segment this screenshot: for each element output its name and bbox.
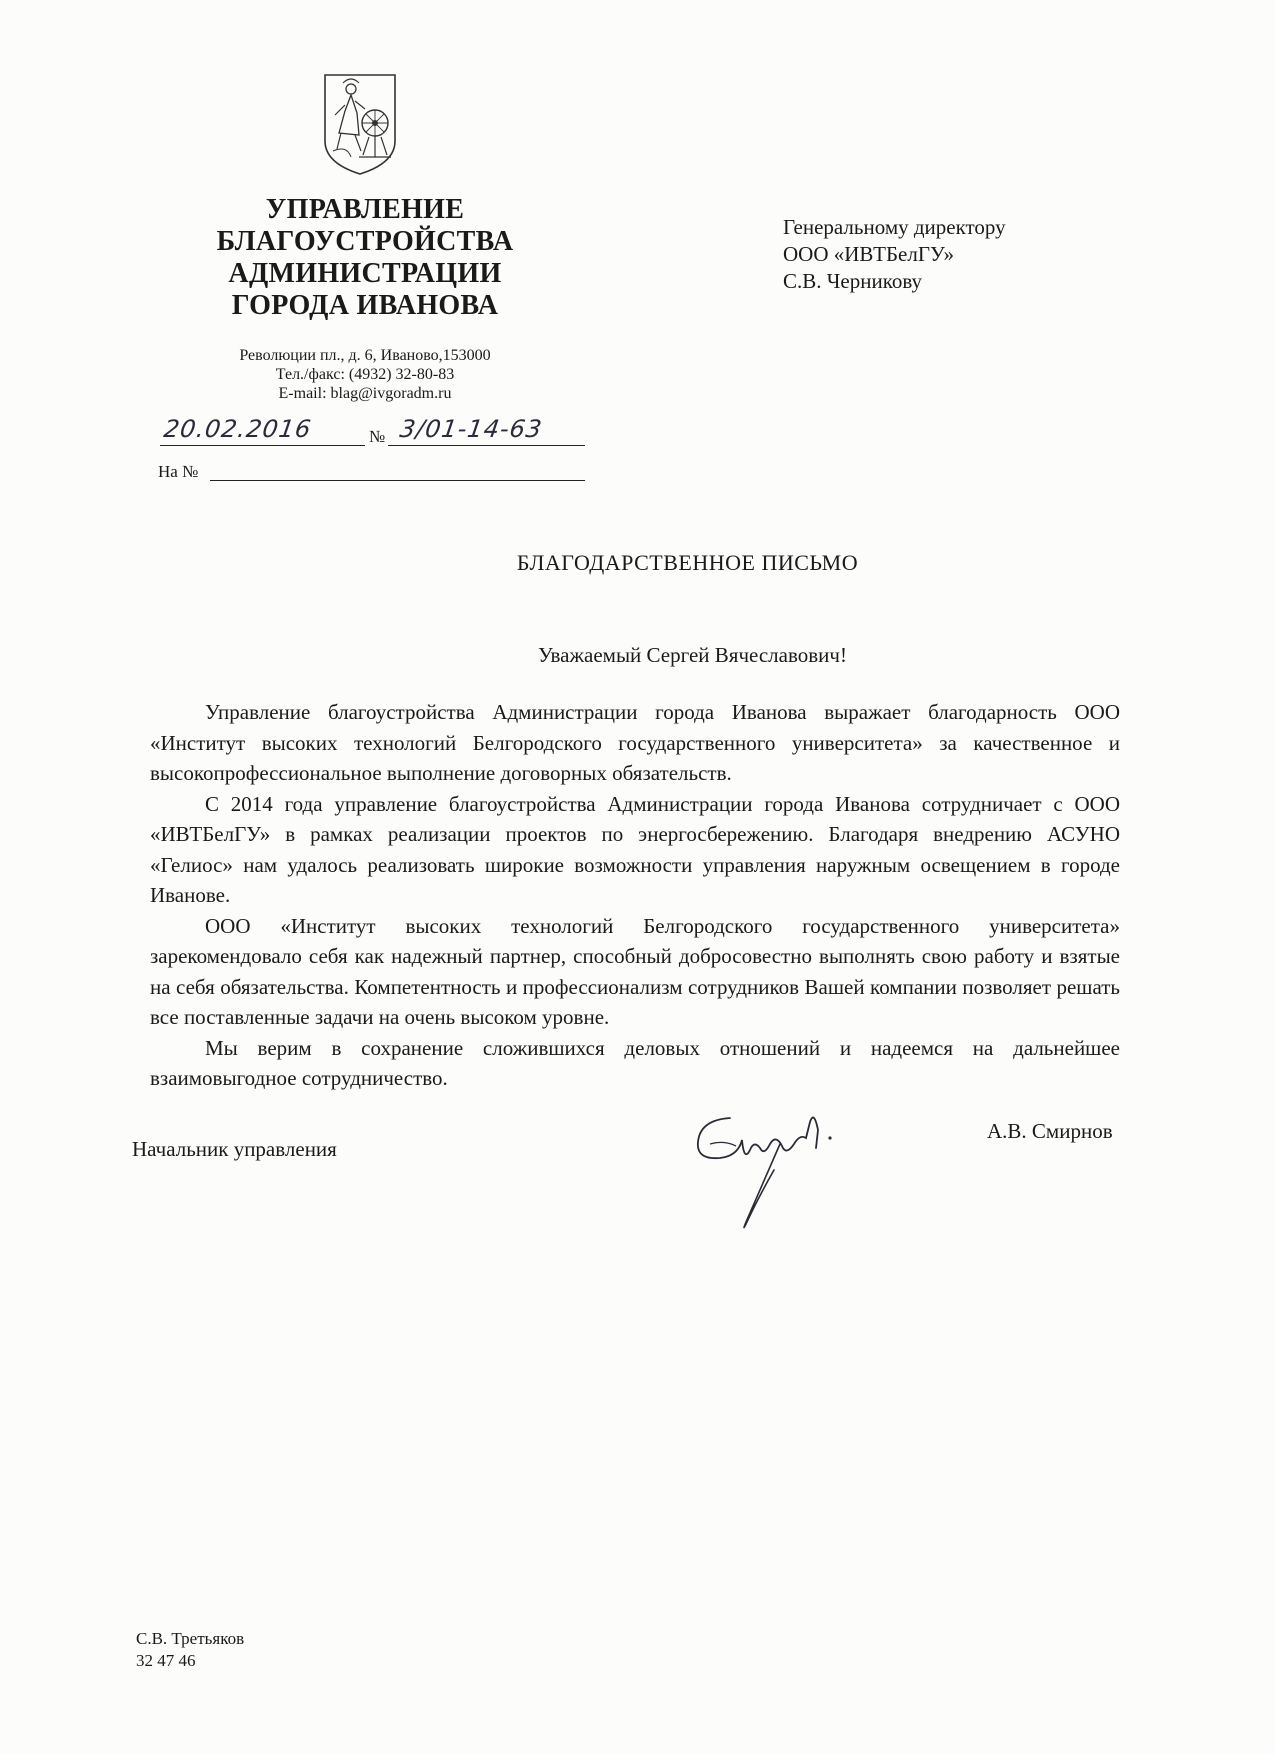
addressee-line-1: Генеральному директору [783,215,1006,239]
number-line [388,445,585,446]
outgoing-reference [160,415,585,449]
outgoing-number: 3/01-14-63 [398,415,545,443]
executor-block [136,1628,244,1672]
outgoing-date: 20.02.2016 [162,415,314,443]
incoming-reference [158,458,585,484]
executor-name: С.В. Третьяков [136,1629,245,1648]
addressee-line-3: С.В. Черникову [783,269,923,293]
organization-name [200,194,530,322]
executor-phone: 32 47 46 [136,1651,196,1670]
org-line-4: ГОРОДА ИВАНОВА [231,290,499,321]
addressee-block [783,214,1083,295]
body-paragraph-3: ООО «Институт высоких технологий Белгородского государственного университета» зарекомендовало себя как надежный партнер, способный добросовестно выполнять свою работу и взятые на себя обязательства. Компетентность и профессионализм сотрудников Вашей компании позволяет решать все поставленные задачи на очень высоком уровне. [150,913,1120,1029]
org-email: E-mail: blag@ivgoradm.ru [278,385,452,402]
signer-name: А.В. Смирнов [987,1119,1113,1143]
body-paragraph-1: Управление благоустройства Администрации города Иванова выражает благодарность ООО «Институт высоких технологий Белгородского государственного университета» за качественное и высокопрофессиональное выполнение договорных обязательств. [150,700,1120,785]
org-line-2: БЛАГОУСТРОЙСТВА [216,226,514,257]
organization-contacts [200,346,530,403]
letter-body [150,697,1120,1094]
addressee-line-2: ООО «ИВТБелГУ» [783,242,955,266]
reply-to-label: На № [158,462,199,481]
body-paragraph-2: С 2014 года управление благоустройства Администрации города Иванова сотрудничает с ООО «ИВТБелГУ» в рамках реализации проектов по энергосбережению. Благодаря внедрению АСУНО «Гелиос» нам удалось реализовать широкие возможности управления наружным освещением в городе Иванове. [150,791,1120,907]
signer-position: Начальник управления [132,1137,337,1161]
salutation: Уважаемый Сергей Вячеславович! [538,643,847,667]
city-coat-of-arms-icon [321,71,399,177]
org-address: Революции пл., д. 6, Иваново,153000 [239,347,491,364]
document-title: БЛАГОДАРСТВЕННОЕ ПИСЬМО [516,550,859,575]
reply-to-line [210,480,585,481]
number-sign: № [369,427,386,446]
org-line-1: УПРАВЛЕНИЕ [265,194,465,225]
org-line-3: АДМИНИСТРАЦИИ [228,258,502,289]
body-paragraph-4: Мы верим в сохранение сложившихся деловых отношений и надеемся на дальнейшее взаимовыгодное сотрудничество. [150,1035,1120,1090]
org-phone: Тел./факс: (4932) 32-80-83 [275,366,455,383]
handwritten-signature-icon [690,1100,850,1240]
date-line [160,445,365,446]
